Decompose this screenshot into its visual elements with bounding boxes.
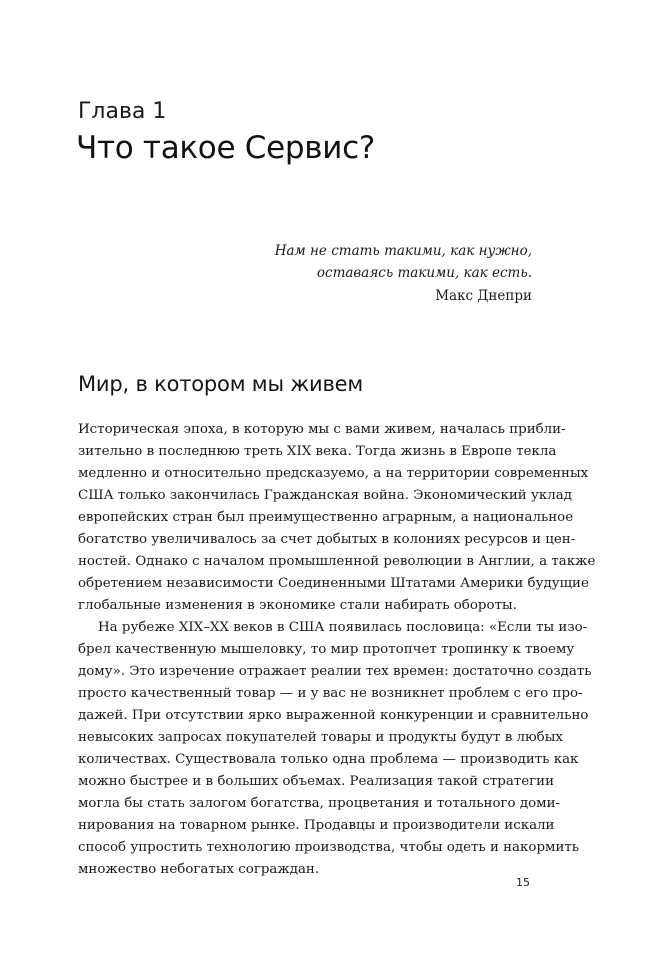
- body-line: зительно в последнюю треть XIX века. Тогда жизнь в Европе текла: [78, 444, 557, 459]
- body-line: Историческая эпоха, в которую мы с вами живем, началась прибли-: [78, 422, 566, 437]
- body-line: глобальные изменения в экономике стали набирать обороты.: [78, 598, 517, 613]
- body-line: брел качественную мышеловку, то мир протопчет тропинку к твоему: [78, 642, 575, 657]
- body-line: ностей. Однако с началом промышленной революции в Англии, а также: [78, 554, 596, 569]
- body-line: дому». Это изречение отражает реалии тех времен: достаточно создать: [78, 664, 592, 679]
- body-line: невысоких запросах покупателей товары и продукты будут в любых: [78, 730, 563, 745]
- body-line: можно быстрее и в больших объемах. Реализация такой стратегии: [78, 774, 554, 789]
- chapter-title: Что такое Сервис?: [76, 130, 376, 166]
- epigraph-line: Нам не стать такими, как нужно,: [274, 243, 532, 259]
- body-line: медленно и относительно предсказуемо, а на территории современных: [78, 466, 589, 481]
- section-title: Мир, в котором мы живем: [78, 372, 364, 396]
- body-line: На рубеже XIX–XX веков в США появилась пословица: «Если ты изо-: [98, 620, 588, 635]
- body-line: множество небогатых сограждан.: [78, 862, 320, 877]
- page-number: 15: [516, 876, 530, 889]
- body-line: могла бы стать залогом богатства, процветания и тотального доми-: [78, 796, 561, 811]
- epigraph-line: оставаясь такими, как есть.: [316, 265, 532, 281]
- body-line: нирования на товарном рынке. Продавцы и производители искали: [78, 818, 555, 833]
- body-line: способ упростить технологию производства, чтобы одеть и накормить: [78, 840, 580, 855]
- body-text: [78, 419, 596, 881]
- body-line: количествах. Существовала только одна проблема — производить как: [78, 752, 579, 767]
- body-line: дажей. При отсутствии ярко выраженной конкуренции и сравнительно: [78, 708, 589, 723]
- chapter-label: Глава 1: [78, 99, 167, 124]
- epigraph: [275, 240, 532, 307]
- body-line: обретением независимости Соединенными Штатами Америки будущие: [78, 576, 589, 591]
- body-line: богатство увеличивалось за счет добытых в колониях ресурсов и цен-: [78, 532, 576, 547]
- epigraph-author: Макс Днепри: [435, 288, 532, 304]
- body-line: США только закончилась Гражданская война. Экономический уклад: [78, 488, 572, 503]
- body-line: просто качественный товар — и у вас не возникнет проблем с его про-: [78, 686, 583, 701]
- body-line: европейских стран был преимущественно аграрным, а национальное: [78, 510, 574, 525]
